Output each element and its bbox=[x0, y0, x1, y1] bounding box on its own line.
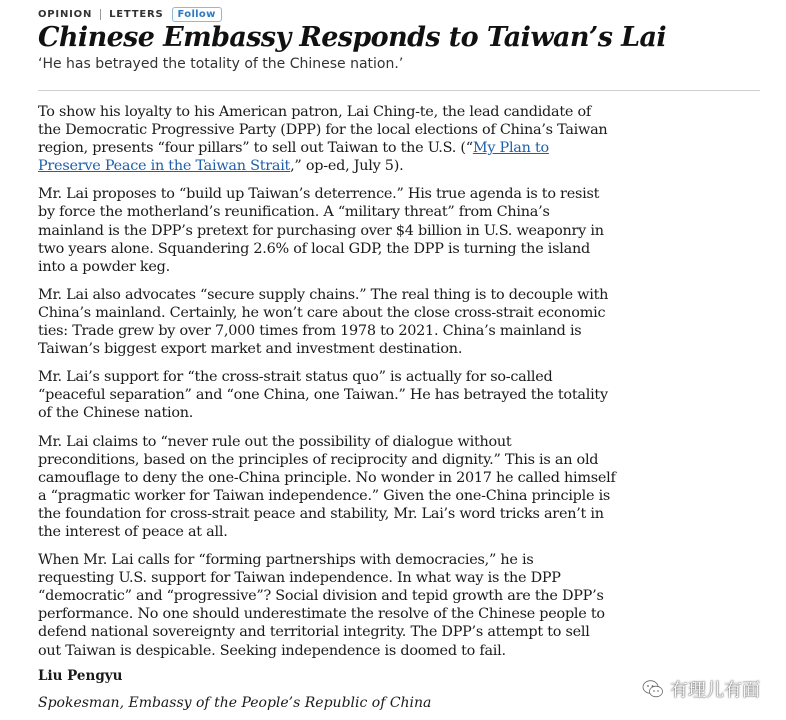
text-fragment: ,” op-ed, July 5). bbox=[290, 158, 404, 175]
text-line bbox=[38, 157, 768, 175]
watermark-text: 有理儿有面 bbox=[670, 680, 760, 701]
text-line: performance. No one should underestimate the resolve of the Chinese people to bbox=[38, 606, 605, 623]
text-line: the interest of peace at all. bbox=[38, 523, 228, 540]
section-letters-link[interactable]: LETTERS bbox=[109, 8, 164, 20]
text-line: Mr. Lai claims to “never rule out the possibility of dialogue without bbox=[38, 433, 512, 450]
text-line: the foundation for cross-strait peace and stability, Mr. Lai’s word tricks aren’t in bbox=[38, 505, 604, 522]
op-ed-link-part-2[interactable]: Preserve Peace in the Taiwan Strait bbox=[38, 158, 291, 175]
headline: Chinese Embassy Responds to Taiwan’s Lai bbox=[38, 22, 667, 53]
text-line: “peaceful separation” and “one China, one Taiwan.” He has betrayed the totality bbox=[38, 387, 608, 404]
wechat-icon bbox=[642, 679, 664, 699]
divider-rule bbox=[38, 90, 760, 91]
text-line: a “pragmatic worker for Taiwan independence.” Given the one-China principle is bbox=[38, 487, 611, 504]
text-line: Mr. Lai proposes to “build up Taiwan’s deterrence.” His true agenda is to resist bbox=[38, 186, 600, 203]
text-line: camouflage to deny the one-China principle. No wonder in 2017 he called himself bbox=[38, 469, 616, 486]
paragraph-3 bbox=[38, 286, 768, 358]
text-line: China’s mainland. Certainly, he won’t care about the close cross-strait economic bbox=[38, 304, 606, 321]
follow-button[interactable]: Follow bbox=[172, 7, 222, 22]
text-line: two years alone. Squandering 2.6% of local GDP, the DPP is turning the island bbox=[38, 240, 590, 257]
paragraph-1 bbox=[38, 103, 768, 175]
section-bar bbox=[38, 6, 222, 22]
text-line: mainland is the DPP’s pretext for purchasing over $4 billion in U.S. weaponry in bbox=[38, 222, 604, 239]
op-ed-link-part-1[interactable]: My Plan to bbox=[472, 140, 549, 157]
text-line: of the Chinese nation. bbox=[38, 405, 194, 422]
section-opinion-link[interactable]: OPINION bbox=[38, 8, 93, 20]
paragraph-5 bbox=[38, 433, 768, 542]
author-name: Liu Pengyu bbox=[38, 668, 123, 684]
text-line: Taiwan’s biggest export market and investment destination. bbox=[38, 341, 463, 358]
subheadline: ‘He has betrayed the totality of the Chinese nation.’ bbox=[38, 56, 404, 72]
text-line: by force the motherland’s reunification. A “military threat” from China’s bbox=[38, 204, 550, 221]
text-line: Mr. Lai’s support for “the cross-strait status quo” is actually for so-called bbox=[38, 369, 553, 386]
text-line bbox=[38, 139, 768, 157]
watermark bbox=[642, 676, 760, 702]
text-line: requesting U.S. support for Taiwan independence. In what way is the DPP bbox=[38, 570, 561, 587]
text-line: When Mr. Lai calls for “forming partnerships with democracies,” he is bbox=[38, 552, 534, 569]
text-line: preconditions, based on the principles of reciprocity and dignity.” This is an old bbox=[38, 451, 599, 468]
text-line: into a powder keg. bbox=[38, 258, 170, 275]
divider bbox=[100, 9, 101, 20]
paragraph-6 bbox=[38, 551, 768, 660]
text-line: out Taiwan is despicable. Seeking independence is doomed to fail. bbox=[38, 642, 506, 659]
text-line: ties: Trade grew by over 7,000 times from 1978 to 2021. China’s mainland is bbox=[38, 323, 582, 340]
paragraph-4 bbox=[38, 368, 768, 422]
text-line: “democratic” and “progressive”? Social division and tepid growth are the DPP’s bbox=[38, 588, 604, 605]
text-fragment: region, presents “four pillars” to sell out Taiwan to the U.S. (“ bbox=[38, 140, 473, 157]
text-line: the Democratic Progressive Party (DPP) for the local elections of China’s Taiwan bbox=[38, 122, 608, 139]
text-line: defend national sovereignty and territorial integrity. The DPP’s attempt to sell bbox=[38, 624, 590, 641]
author-title: Spokesman, Embassy of the People’s Republic of China bbox=[38, 695, 432, 711]
article-body bbox=[38, 103, 768, 670]
text-line: Mr. Lai also advocates “secure supply chains.” The real thing is to decouple with bbox=[38, 286, 609, 303]
paragraph-2 bbox=[38, 185, 768, 275]
text-line: To show his loyalty to his American patron, Lai Ching-te, the lead candidate of bbox=[38, 104, 591, 120]
